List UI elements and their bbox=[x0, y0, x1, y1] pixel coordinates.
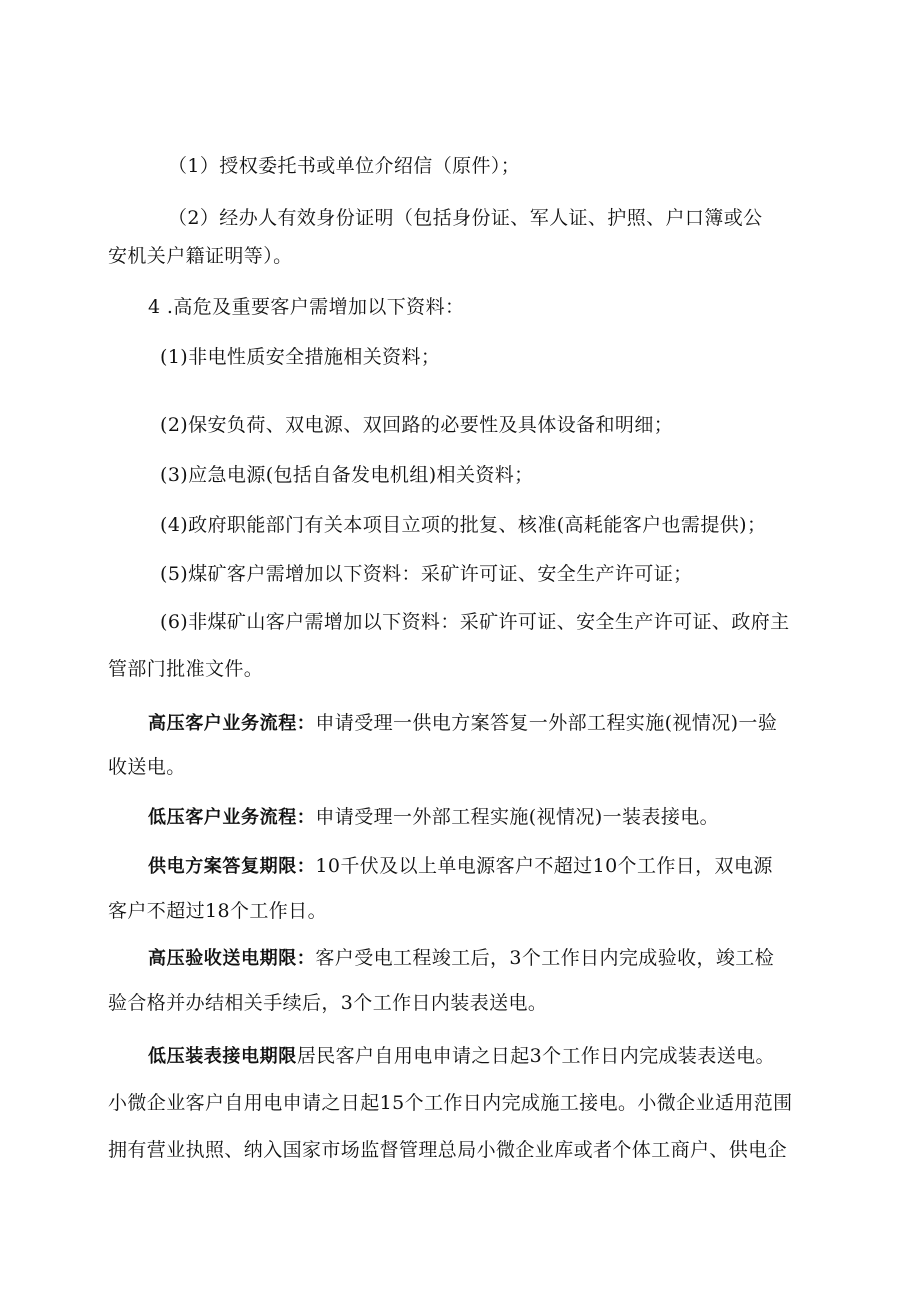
list-item-1: (1)非电性质安全措施相关资料； bbox=[160, 346, 441, 368]
supply-plan-paragraph bbox=[148, 853, 773, 880]
supply-plan-cont: 客户不超过18个工作日。 bbox=[108, 900, 327, 922]
lv-meter-cont-1: 小微企业客户自用电申请之日起15个工作日内完成施工接电。小微企业适用范围 bbox=[108, 1092, 793, 1114]
hv-acceptance-label: 高压验收送电期限： bbox=[148, 948, 316, 969]
section-4-heading: 4 .高危及重要客户需增加以下资料： bbox=[148, 296, 465, 318]
lv-meter-label: 低压装表接电期限 bbox=[148, 1046, 297, 1067]
hv-process-cont: 收送电。 bbox=[108, 756, 186, 778]
supply-plan-label: 供电方案答复期限： bbox=[148, 856, 316, 877]
authorization-letter-item: （1）授权委托书或单位介绍信（原件）； bbox=[168, 155, 521, 177]
list-item-3: (3)应急电源(包括自备发电机组)相关资料； bbox=[160, 464, 534, 486]
id-proof-item-cont: 安机关户籍证明等）。 bbox=[108, 245, 293, 267]
id-proof-item: （2）经办人有效身份证明（包括身份证、军人证、护照、户口簿或公 bbox=[168, 207, 763, 229]
supply-plan-text: 10千伏及以上单电源客户不超过10个工作日，双电源 bbox=[315, 855, 773, 877]
lv-meter-paragraph bbox=[148, 1043, 775, 1070]
hv-process-text: 申请受理一供电方案答复一外部工程实施(视情况)一验 bbox=[315, 712, 778, 734]
list-item-5: (5)煤矿客户需增加以下资料：采矿许可证、安全生产许可证； bbox=[160, 563, 693, 585]
lv-process-paragraph bbox=[148, 804, 719, 831]
hv-process-paragraph bbox=[148, 710, 777, 737]
hv-acceptance-paragraph bbox=[148, 945, 774, 972]
list-item-2: (2)保安负荷、双电源、双回路的必要性及具体设备和明细； bbox=[160, 414, 674, 436]
hv-acceptance-cont: 验合格并办结相关手续后，3个工作日内装表送电。 bbox=[108, 992, 548, 1014]
list-item-6: (6)非煤矿山客户需增加以下资料：采矿许可证、安全生产许可证、政府主 bbox=[160, 611, 790, 633]
hv-acceptance-text: 客户受电工程竣工后，3个工作日内完成验收，竣工检 bbox=[315, 947, 775, 969]
lv-meter-cont-2: 拥有营业执照、纳入国家市场监督管理总局小微企业库或者个体工商户、供电企 bbox=[108, 1139, 788, 1161]
list-item-4: (4)政府职能部门有关本项目立项的批复、核准(高耗能客户也需提供)； bbox=[160, 514, 767, 536]
lv-process-label: 低压客户业务流程： bbox=[148, 807, 316, 828]
list-item-6-cont: 管部门批准文件。 bbox=[108, 658, 264, 680]
lv-meter-text: 居民客户自用电申请之日起3个工作日内完成装表送电。 bbox=[296, 1045, 775, 1067]
lv-process-text: 申请受理一外部工程实施(视情况)一装表接电。 bbox=[315, 806, 720, 828]
hv-process-label: 高压客户业务流程： bbox=[148, 713, 316, 734]
